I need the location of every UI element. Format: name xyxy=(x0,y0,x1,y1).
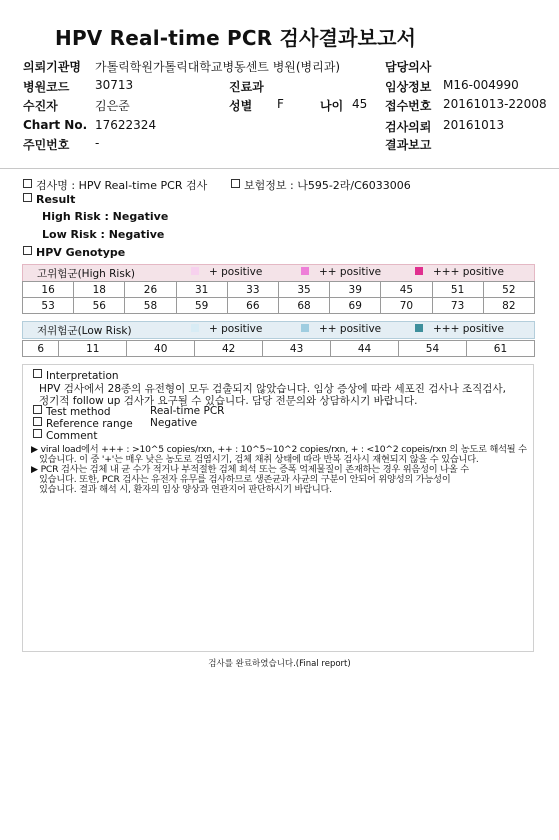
interpretation-line-1: HPV 검사에서 28종의 유전형이 모두 검출되지 않았습니다. 임상 증상에 따라 세포진 검사나 조직검사, xyxy=(39,383,506,395)
genotype-heading-text: HPV Genotype xyxy=(36,246,126,259)
request-date-value: 20161013 xyxy=(443,118,505,132)
notes-box xyxy=(22,364,534,652)
legend-swatch-icon xyxy=(191,324,199,332)
result-heading xyxy=(23,193,75,206)
doctor-label: 담당의사 xyxy=(385,60,432,74)
genotype-cell: 70 xyxy=(381,298,432,314)
low-risk-result: Low Risk : Negative xyxy=(42,228,165,241)
insurance-info xyxy=(231,177,411,193)
legend-label: + positive xyxy=(209,323,263,335)
legend-swatch-icon xyxy=(415,324,423,332)
age-value: 45 xyxy=(352,97,368,111)
high-risk-label: 고위험군(High Risk) xyxy=(37,268,135,280)
genotype-cell: 16 xyxy=(23,282,74,298)
patient-label: 수진자 xyxy=(23,99,58,113)
genotype-cell: 61 xyxy=(466,341,534,357)
receipt-no-label: 접수번호 xyxy=(385,99,432,113)
report-sheet xyxy=(0,169,559,840)
genotype-cell: 42 xyxy=(195,341,263,357)
reference-range-value: Negative xyxy=(150,417,198,429)
comment-line-1: ▶ viral load에서 +++ : >10^5 copies/rxn, ++ : 10^5~10^2 copies/rxn, + : <10^2 copeis/rxn 의 농도로 해석될 수 xyxy=(31,444,527,455)
genotype-cell: 73 xyxy=(432,298,483,314)
result-heading-text: Result xyxy=(36,193,76,206)
genotype-cell: 45 xyxy=(381,282,432,298)
high-legend-plus xyxy=(191,266,262,278)
low-risk-header xyxy=(22,321,535,339)
high-legend-plusplus xyxy=(301,266,381,278)
genotype-cell: 31 xyxy=(176,282,227,298)
legend-label: ++ positive xyxy=(319,266,382,278)
genotype-cell: 40 xyxy=(127,341,195,357)
genotype-cell: 6 xyxy=(23,341,59,357)
genotype-cell: 54 xyxy=(399,341,467,357)
legend-swatch-icon xyxy=(415,267,423,275)
genotype-cell: 44 xyxy=(331,341,399,357)
legend-label: + positive xyxy=(209,266,263,278)
rrn-label: 주민번호 xyxy=(23,138,70,152)
genotype-cell: 52 xyxy=(483,282,534,298)
genotype-cell: 18 xyxy=(74,282,125,298)
genotype-cell: 53 xyxy=(23,298,74,314)
genotype-cell: 68 xyxy=(278,298,329,314)
legend-swatch-icon xyxy=(301,324,309,332)
insurance-text: 보험정보 : 나595-2라/C6033006 xyxy=(244,179,411,192)
high-risk-table xyxy=(22,281,535,314)
interpretation-label: Interpretation xyxy=(46,370,119,382)
comment-line-2: 있습니다. 이 중 '+'는 매우 낮은 농도로 검염시기, 검체 채취 상태에 따라 반복 검사시 재현되지 않을 수 있습니다. xyxy=(39,454,479,465)
genotype-cell: 39 xyxy=(330,282,381,298)
genotype-cell: 26 xyxy=(125,282,176,298)
report-title: HPV Real-time PCR 검사결과보고서 xyxy=(55,26,417,50)
legend-swatch-icon xyxy=(301,267,309,275)
genotype-cell: 82 xyxy=(483,298,534,314)
sex-value: F xyxy=(277,97,284,111)
comment-line-5: 있습니다. 결과 해석 시, 환자의 임상 양상과 연관지어 판단하시기 바랍니다. xyxy=(39,484,332,495)
checkbox-square-icon xyxy=(231,179,240,188)
checkbox-square-icon xyxy=(33,429,42,438)
dept-label: 진료과 xyxy=(229,80,264,94)
legend-label: +++ positive xyxy=(433,266,504,278)
low-risk-label: 저위험군(Low Risk) xyxy=(37,325,132,337)
genotype-cell: 66 xyxy=(227,298,278,314)
test-name xyxy=(23,177,207,193)
sex-label: 성별 xyxy=(229,99,253,113)
receipt-no-value: 20161013-22008 xyxy=(443,97,547,111)
clinical-info-value: M16-004990 xyxy=(443,78,519,92)
report-date-label: 결과보고 xyxy=(385,138,432,152)
high-risk-header xyxy=(22,264,535,282)
genotype-row xyxy=(23,298,535,314)
low-risk-table xyxy=(22,340,535,357)
checkbox-square-icon xyxy=(23,179,32,188)
request-date-label: 검사의뢰 xyxy=(385,120,432,134)
institution-label: 의뢰기관명 xyxy=(23,60,81,74)
genotype-cell: 51 xyxy=(432,282,483,298)
comment-line-3: ▶ PCR 검사는 검체 내 균 수가 적거나 부적절한 검체 희석 또는 증폭 억제물질이 존재하는 경우 위음성이 나올 수 xyxy=(31,464,469,475)
test-name-text: 검사명 : HPV Real-time PCR 검사 xyxy=(36,179,208,192)
genotype-cell: 59 xyxy=(176,298,227,314)
genotype-cell: 58 xyxy=(125,298,176,314)
checkbox-square-icon xyxy=(23,246,32,255)
report-header xyxy=(0,0,559,169)
rrn-value: - xyxy=(95,136,100,150)
high-legend-plusplusplus xyxy=(415,266,504,278)
low-legend-plusplusplus xyxy=(415,323,504,335)
genotype-cell: 69 xyxy=(330,298,381,314)
low-legend-plus xyxy=(191,323,262,335)
test-method-value: Real-time PCR xyxy=(150,405,225,417)
genotype-cell: 56 xyxy=(74,298,125,314)
low-legend-plusplus xyxy=(301,323,381,335)
final-report-note: 검사를 완료하였습니다.(Final report) xyxy=(208,659,351,669)
comment-label: Comment xyxy=(46,430,98,442)
genotype-row xyxy=(23,282,535,298)
legend-swatch-icon xyxy=(191,267,199,275)
legend-label: +++ positive xyxy=(433,323,504,335)
checkbox-square-icon xyxy=(33,369,42,378)
chart-no-label: Chart No. xyxy=(23,118,88,132)
interpretation-line-2: 정기적 follow up 검사가 요구될 수 있습니다. 담당 전문의와 상담하시기 바랍니다. xyxy=(39,395,418,407)
genotype-cell: 11 xyxy=(59,341,127,357)
high-risk-result: High Risk : Negative xyxy=(42,210,169,223)
genotype-cell: 43 xyxy=(263,341,331,357)
legend-label: ++ positive xyxy=(319,323,382,335)
patient-value: 김은준 xyxy=(95,99,130,113)
hospital-code-value: 30713 xyxy=(95,78,134,92)
checkbox-square-icon xyxy=(23,193,32,202)
genotype-heading xyxy=(23,246,125,259)
comment-line-4: 있습니다. 또한, PCR 검사는 유전자 유무를 검사하므로 생존균과 사균의 구분이 안되어 위양성의 가능성이 xyxy=(39,474,451,485)
genotype-row xyxy=(23,341,535,357)
genotype-cell: 33 xyxy=(227,282,278,298)
institution-value: 가톨릭학원가톨릭대학교병동센트 병원(병리과) xyxy=(95,60,341,74)
test-method-label: Test method xyxy=(46,406,111,418)
checkbox-square-icon xyxy=(33,405,42,414)
chart-no-value: 17622324 xyxy=(95,118,157,132)
reference-range-label: Reference range xyxy=(46,418,133,430)
clinical-info-label: 임상정보 xyxy=(385,80,432,94)
age-label: 나이 xyxy=(320,99,344,113)
checkbox-square-icon xyxy=(33,417,42,426)
hospital-code-label: 병원코드 xyxy=(23,80,70,94)
report-body xyxy=(0,169,559,840)
genotype-cell: 35 xyxy=(278,282,329,298)
